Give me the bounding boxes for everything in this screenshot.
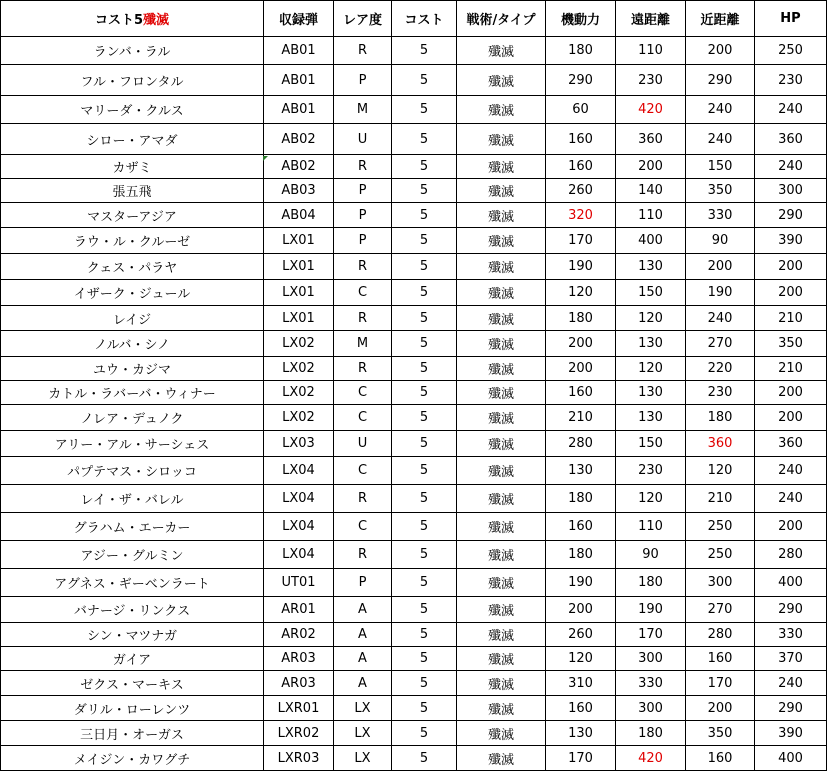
- cell-cost: 5: [392, 431, 457, 457]
- cell-set: LX04: [264, 541, 334, 569]
- cell-cost: 5: [392, 623, 457, 647]
- cell-rarity: M: [334, 96, 392, 124]
- cell-rarity: A: [334, 597, 392, 623]
- table-row: [1, 623, 827, 647]
- cell-cost: 5: [392, 179, 457, 203]
- cell-cost: 5: [392, 254, 457, 280]
- cell-near: 290: [686, 65, 755, 96]
- cell-mob: 160: [546, 124, 616, 155]
- cell-name: メイジン・カワグチ: [1, 746, 264, 771]
- cell-far: 300: [616, 696, 686, 721]
- cell-cost: 5: [392, 671, 457, 696]
- cell-hp: 390: [755, 228, 827, 254]
- cell-rarity: C: [334, 405, 392, 431]
- cell-rarity: P: [334, 65, 392, 96]
- cell-rarity: C: [334, 381, 392, 405]
- cell-cost: 5: [392, 405, 457, 431]
- cell-near: 120: [686, 457, 755, 485]
- header-hp: HP: [755, 1, 827, 37]
- cell-mob: 170: [546, 746, 616, 771]
- cell-far: 230: [616, 457, 686, 485]
- table-row: [1, 431, 827, 457]
- cell-set: LX01: [264, 280, 334, 306]
- cell-name: カトル・ラバーバ・ウィナー: [1, 381, 264, 405]
- cell-rarity: LX: [334, 721, 392, 746]
- cell-name: アリー・アル・サーシェス: [1, 431, 264, 457]
- cell-type: 殲滅: [457, 65, 546, 96]
- header-far: 遠距離: [616, 1, 686, 37]
- cell-mob: 200: [546, 357, 616, 381]
- cell-type: 殲滅: [457, 671, 546, 696]
- cell-far: 230: [616, 65, 686, 96]
- cell-far: 150: [616, 280, 686, 306]
- cell-name: ガイア: [1, 647, 264, 671]
- cell-hp: 250: [755, 37, 827, 65]
- cell-name: ノレア・デュノク: [1, 405, 264, 431]
- cell-near: 240: [686, 306, 755, 331]
- table-row: [1, 696, 827, 721]
- cell-set: AB03: [264, 179, 334, 203]
- cell-mob: 310: [546, 671, 616, 696]
- table-row: [1, 513, 827, 541]
- cell-near: 250: [686, 513, 755, 541]
- cell-rarity: R: [334, 155, 392, 179]
- cell-set: AR03: [264, 671, 334, 696]
- cell-rarity: LX: [334, 696, 392, 721]
- cell-type: 殲滅: [457, 721, 546, 746]
- cell-type: 殲滅: [457, 96, 546, 124]
- table-row: [1, 280, 827, 306]
- cell-far: 420: [616, 746, 686, 771]
- cell-near: 300: [686, 569, 755, 597]
- cell-name: アグネス・ギーベンラート: [1, 569, 264, 597]
- cell-far: 110: [616, 513, 686, 541]
- cell-name: クェス・パラヤ: [1, 254, 264, 280]
- cell-cost: 5: [392, 155, 457, 179]
- cell-type: 殲滅: [457, 228, 546, 254]
- cell-mob: 120: [546, 647, 616, 671]
- cell-hp: 200: [755, 280, 827, 306]
- cell-near: 350: [686, 179, 755, 203]
- cell-mob: 120: [546, 280, 616, 306]
- cell-mob: 160: [546, 155, 616, 179]
- cell-name: マリーダ・クルス: [1, 96, 264, 124]
- cell-far: 360: [616, 124, 686, 155]
- cell-type: 殲滅: [457, 357, 546, 381]
- table-row: [1, 254, 827, 280]
- cell-name: イザーク・ジュール: [1, 280, 264, 306]
- cell-near: 230: [686, 381, 755, 405]
- cell-mob: 130: [546, 721, 616, 746]
- cell-hp: 350: [755, 331, 827, 357]
- cell-rarity: R: [334, 37, 392, 65]
- cell-name: バナージ・リンクス: [1, 597, 264, 623]
- cell-hp: 200: [755, 381, 827, 405]
- table-row: [1, 357, 827, 381]
- header-cost: コスト: [392, 1, 457, 37]
- cell-far: 110: [616, 37, 686, 65]
- cell-type: 殲滅: [457, 124, 546, 155]
- cell-hp: 400: [755, 746, 827, 771]
- table-row: [1, 597, 827, 623]
- cell-name: パプテマス・シロッコ: [1, 457, 264, 485]
- cell-name: シロー・アマダ: [1, 124, 264, 155]
- cell-near: 170: [686, 671, 755, 696]
- comment-marker-icon: [263, 156, 268, 161]
- cell-cost: 5: [392, 331, 457, 357]
- cell-near: 200: [686, 254, 755, 280]
- cell-cost: 5: [392, 381, 457, 405]
- header-row: [1, 1, 827, 37]
- cell-cost: 5: [392, 280, 457, 306]
- cell-set: LX01: [264, 306, 334, 331]
- table-row: [1, 647, 827, 671]
- cell-set: LXR02: [264, 721, 334, 746]
- cell-rarity: A: [334, 671, 392, 696]
- cell-near: 160: [686, 647, 755, 671]
- cell-cost: 5: [392, 541, 457, 569]
- cell-hp: 240: [755, 671, 827, 696]
- cell-type: 殲滅: [457, 569, 546, 597]
- cell-near: 270: [686, 331, 755, 357]
- cell-name: カザミ: [1, 155, 264, 179]
- cell-hp: 200: [755, 254, 827, 280]
- cell-near: 240: [686, 96, 755, 124]
- cell-set: LXR03: [264, 746, 334, 771]
- cell-cost: 5: [392, 746, 457, 771]
- cell-near: 350: [686, 721, 755, 746]
- cell-name: 張五飛: [1, 179, 264, 203]
- cell-type: 殲滅: [457, 405, 546, 431]
- cell-mob: 170: [546, 228, 616, 254]
- cell-mob: 180: [546, 37, 616, 65]
- cell-type: 殲滅: [457, 457, 546, 485]
- cell-rarity: R: [334, 254, 392, 280]
- cell-cost: 5: [392, 513, 457, 541]
- table-row: [1, 457, 827, 485]
- cell-cost: 5: [392, 96, 457, 124]
- cell-rarity: U: [334, 124, 392, 155]
- cell-name: ユウ・カジマ: [1, 357, 264, 381]
- cell-type: 殲滅: [457, 203, 546, 228]
- cell-hp: 290: [755, 203, 827, 228]
- cell-rarity: R: [334, 541, 392, 569]
- cell-name: グラハム・エーカー: [1, 513, 264, 541]
- cell-mob: 280: [546, 431, 616, 457]
- table-row: [1, 96, 827, 124]
- cell-far: 120: [616, 306, 686, 331]
- cell-rarity: P: [334, 569, 392, 597]
- cell-rarity: R: [334, 485, 392, 513]
- cell-name: 三日月・オーガス: [1, 721, 264, 746]
- cell-name: ダリル・ローレンツ: [1, 696, 264, 721]
- cell-hp: 240: [755, 485, 827, 513]
- cell-far: 420: [616, 96, 686, 124]
- cell-type: 殲滅: [457, 331, 546, 357]
- cell-rarity: U: [334, 431, 392, 457]
- cell-far: 400: [616, 228, 686, 254]
- cell-far: 170: [616, 623, 686, 647]
- cell-set: LX04: [264, 513, 334, 541]
- cell-set: AR01: [264, 597, 334, 623]
- cell-rarity: A: [334, 623, 392, 647]
- header-rarity: レア度: [334, 1, 392, 37]
- cell-type: 殲滅: [457, 541, 546, 569]
- cell-near: 240: [686, 124, 755, 155]
- cell-far: 130: [616, 381, 686, 405]
- cell-mob: 260: [546, 179, 616, 203]
- cell-mob: 180: [546, 541, 616, 569]
- cell-hp: 360: [755, 431, 827, 457]
- cell-near: 270: [686, 597, 755, 623]
- cell-set: LX02: [264, 357, 334, 381]
- cell-mob: 180: [546, 485, 616, 513]
- cell-type: 殲滅: [457, 381, 546, 405]
- cell-hp: 210: [755, 357, 827, 381]
- cell-hp: 300: [755, 179, 827, 203]
- cell-set: LX03: [264, 431, 334, 457]
- cell-cost: 5: [392, 357, 457, 381]
- cell-type: 殲滅: [457, 37, 546, 65]
- cell-type: 殲滅: [457, 696, 546, 721]
- cell-cost: 5: [392, 597, 457, 623]
- cell-mob: 180: [546, 306, 616, 331]
- cell-far: 130: [616, 331, 686, 357]
- header-name-prefix: コスト5: [94, 13, 144, 28]
- cell-cost: 5: [392, 647, 457, 671]
- cell-hp: 230: [755, 65, 827, 96]
- table-row: [1, 721, 827, 746]
- cell-type: 殲滅: [457, 623, 546, 647]
- cell-hp: 240: [755, 457, 827, 485]
- cell-near: 330: [686, 203, 755, 228]
- cell-set: AB01: [264, 37, 334, 65]
- header-near: 近距離: [686, 1, 755, 37]
- cell-rarity: P: [334, 228, 392, 254]
- table-row: [1, 179, 827, 203]
- cell-set: LXR01: [264, 696, 334, 721]
- cell-mob: 160: [546, 513, 616, 541]
- cell-mob: 60: [546, 96, 616, 124]
- cell-near: 210: [686, 485, 755, 513]
- cell-rarity: C: [334, 280, 392, 306]
- cell-near: 280: [686, 623, 755, 647]
- header-set: 収録弾: [264, 1, 334, 37]
- cell-far: 110: [616, 203, 686, 228]
- cell-near: 90: [686, 228, 755, 254]
- cell-hp: 240: [755, 96, 827, 124]
- cell-rarity: A: [334, 647, 392, 671]
- table-row: [1, 331, 827, 357]
- cell-cost: 5: [392, 65, 457, 96]
- cell-mob: 130: [546, 457, 616, 485]
- cell-cost: 5: [392, 203, 457, 228]
- cell-far: 190: [616, 597, 686, 623]
- cell-mob: 190: [546, 254, 616, 280]
- cell-near: 250: [686, 541, 755, 569]
- cell-cost: 5: [392, 228, 457, 254]
- cell-type: 殲滅: [457, 431, 546, 457]
- table-row: [1, 541, 827, 569]
- cell-far: 150: [616, 431, 686, 457]
- cell-rarity: R: [334, 357, 392, 381]
- cell-hp: 280: [755, 541, 827, 569]
- cell-hp: 290: [755, 597, 827, 623]
- cell-name: レイジ: [1, 306, 264, 331]
- cell-hp: 390: [755, 721, 827, 746]
- cell-set: UT01: [264, 569, 334, 597]
- cell-set: AR03: [264, 647, 334, 671]
- cell-name: シン・マツナガ: [1, 623, 264, 647]
- cell-set: AB04: [264, 203, 334, 228]
- cell-far: 130: [616, 254, 686, 280]
- cell-set: LX01: [264, 228, 334, 254]
- cell-type: 殲滅: [457, 485, 546, 513]
- table-row: [1, 671, 827, 696]
- cell-mob: 200: [546, 597, 616, 623]
- cell-set: LX02: [264, 405, 334, 431]
- cell-hp: 210: [755, 306, 827, 331]
- cell-name: アジー・グルミン: [1, 541, 264, 569]
- table-row: [1, 381, 827, 405]
- cell-near: 220: [686, 357, 755, 381]
- header-name-highlight: 殲滅: [143, 13, 170, 28]
- cell-hp: 370: [755, 647, 827, 671]
- table-row: [1, 203, 827, 228]
- table-row: [1, 124, 827, 155]
- cell-name: ノルバ・シノ: [1, 331, 264, 357]
- cell-name: フル・フロンタル: [1, 65, 264, 96]
- cell-near: 160: [686, 746, 755, 771]
- cell-set: LX02: [264, 381, 334, 405]
- table-row: [1, 65, 827, 96]
- cell-cost: 5: [392, 485, 457, 513]
- cell-near: 190: [686, 280, 755, 306]
- cell-hp: 290: [755, 696, 827, 721]
- cell-set: AR02: [264, 623, 334, 647]
- cell-cost: 5: [392, 306, 457, 331]
- cell-cost: 5: [392, 696, 457, 721]
- cell-near: 150: [686, 155, 755, 179]
- cell-name: マスターアジア: [1, 203, 264, 228]
- cell-set: AB02: [264, 124, 334, 155]
- cell-set: LX04: [264, 485, 334, 513]
- cell-cost: 5: [392, 124, 457, 155]
- cell-rarity: C: [334, 513, 392, 541]
- table-row: [1, 228, 827, 254]
- cell-set: LX04: [264, 457, 334, 485]
- cell-far: 130: [616, 405, 686, 431]
- table-row: [1, 569, 827, 597]
- cell-type: 殲滅: [457, 280, 546, 306]
- cell-name: ゼクス・マーキス: [1, 671, 264, 696]
- cell-hp: 200: [755, 513, 827, 541]
- table-row: [1, 155, 827, 179]
- cell-rarity: P: [334, 203, 392, 228]
- cell-mob: 200: [546, 331, 616, 357]
- cell-mob: 290: [546, 65, 616, 96]
- cell-far: 180: [616, 721, 686, 746]
- cell-mob: 260: [546, 623, 616, 647]
- cell-mob: 320: [546, 203, 616, 228]
- cell-hp: 360: [755, 124, 827, 155]
- cell-near: 180: [686, 405, 755, 431]
- cell-mob: 210: [546, 405, 616, 431]
- cell-rarity: P: [334, 179, 392, 203]
- cell-type: 殲滅: [457, 746, 546, 771]
- cell-mob: 160: [546, 381, 616, 405]
- cell-type: 殲滅: [457, 647, 546, 671]
- cell-cost: 5: [392, 37, 457, 65]
- cell-hp: 330: [755, 623, 827, 647]
- cell-near: 360: [686, 431, 755, 457]
- cell-hp: 200: [755, 405, 827, 431]
- cell-type: 殲滅: [457, 179, 546, 203]
- cell-cost: 5: [392, 721, 457, 746]
- header-mobility: 機動力: [546, 1, 616, 37]
- cell-near: 200: [686, 37, 755, 65]
- cell-type: 殲滅: [457, 155, 546, 179]
- table-row: [1, 405, 827, 431]
- cell-far: 180: [616, 569, 686, 597]
- table-row: [1, 37, 827, 65]
- cell-far: 300: [616, 647, 686, 671]
- cell-near: 200: [686, 696, 755, 721]
- table-row: [1, 306, 827, 331]
- cell-type: 殲滅: [457, 513, 546, 541]
- cell-set: AB01: [264, 96, 334, 124]
- cell-rarity: R: [334, 306, 392, 331]
- cell-set: LX01: [264, 254, 334, 280]
- cell-rarity: C: [334, 457, 392, 485]
- cell-far: 120: [616, 485, 686, 513]
- cell-mob: 190: [546, 569, 616, 597]
- header-name: [1, 1, 264, 37]
- cell-hp: 240: [755, 155, 827, 179]
- cell-name: ラウ・ル・クルーゼ: [1, 228, 264, 254]
- cell-far: 90: [616, 541, 686, 569]
- cell-set: AB01: [264, 65, 334, 96]
- table-row: [1, 485, 827, 513]
- cell-cost: 5: [392, 457, 457, 485]
- cell-far: 330: [616, 671, 686, 696]
- cell-rarity: LX: [334, 746, 392, 771]
- cell-cost: 5: [392, 569, 457, 597]
- cell-name: ランバ・ラル: [1, 37, 264, 65]
- table-row: [1, 746, 827, 771]
- cell-far: 200: [616, 155, 686, 179]
- cell-name: レイ・ザ・バレル: [1, 485, 264, 513]
- cell-set: LX02: [264, 331, 334, 357]
- cell-rarity: M: [334, 331, 392, 357]
- cell-type: 殲滅: [457, 254, 546, 280]
- cell-type: 殲滅: [457, 597, 546, 623]
- cell-mob: 160: [546, 696, 616, 721]
- cell-type: 殲滅: [457, 306, 546, 331]
- cell-far: 140: [616, 179, 686, 203]
- header-type: 戦術/タイプ: [457, 1, 546, 37]
- cell-set: AB02: [264, 155, 334, 179]
- cell-hp: 400: [755, 569, 827, 597]
- cell-far: 120: [616, 357, 686, 381]
